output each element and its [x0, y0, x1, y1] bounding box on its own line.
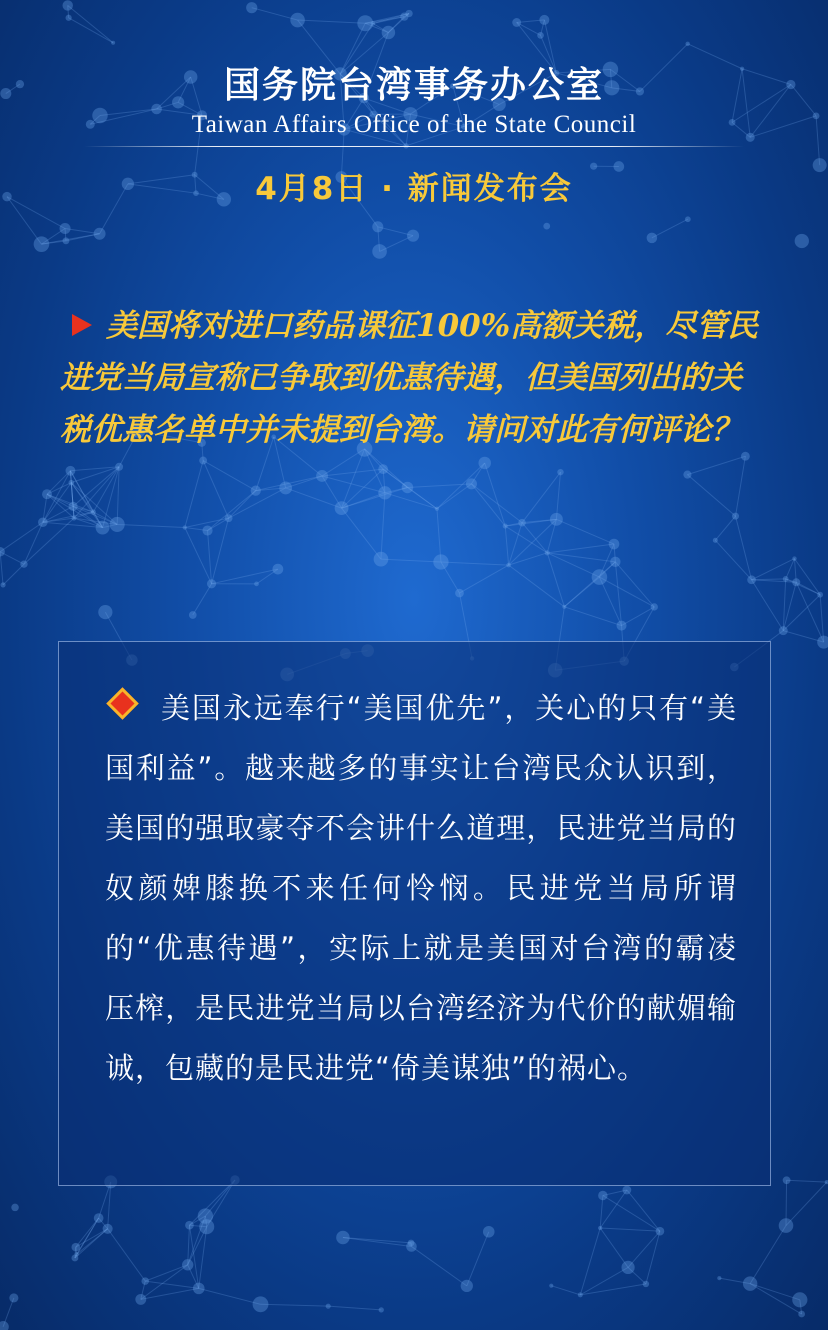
network-link — [68, 5, 113, 42]
network-link — [441, 562, 509, 565]
network-node — [549, 1284, 553, 1288]
network-node — [199, 1219, 214, 1234]
network-link — [193, 584, 212, 615]
network-link — [437, 509, 441, 562]
network-node — [0, 582, 5, 587]
network-link — [564, 562, 615, 607]
network-node — [382, 26, 396, 40]
network-link — [615, 562, 654, 607]
network-node — [60, 223, 71, 234]
network-link — [381, 493, 385, 559]
network-node — [685, 42, 689, 46]
answer-block — [105, 678, 737, 1098]
network-link — [547, 544, 614, 553]
network-link — [736, 516, 752, 580]
network-node — [279, 482, 292, 495]
network-node — [713, 538, 718, 543]
network-link — [750, 1226, 786, 1284]
network-link — [298, 20, 366, 23]
network-node — [643, 1281, 649, 1287]
answer-box — [58, 641, 771, 1186]
network-node — [251, 486, 261, 496]
network-link — [603, 1195, 660, 1231]
network-node — [98, 605, 112, 619]
network-link — [203, 461, 228, 519]
network-link — [77, 1229, 108, 1254]
network-node — [402, 482, 414, 494]
network-link — [471, 484, 505, 526]
network-link — [471, 484, 522, 523]
network-link — [750, 1284, 800, 1300]
network-node — [562, 605, 566, 609]
network-node — [372, 244, 387, 259]
network-link — [687, 456, 745, 474]
network-node — [207, 579, 216, 588]
network-node — [316, 470, 328, 482]
network-link — [141, 1288, 199, 1299]
network-node — [717, 1276, 721, 1280]
network-node — [94, 228, 106, 240]
network-node — [20, 561, 27, 568]
network-link — [342, 449, 365, 508]
network-link — [261, 1304, 329, 1306]
network-link — [407, 484, 471, 488]
network-link — [467, 1232, 489, 1286]
network-link — [328, 1306, 381, 1310]
network-node — [792, 578, 800, 586]
network-node — [141, 1277, 149, 1285]
network-node — [610, 557, 620, 567]
network-link — [199, 1227, 207, 1289]
network-link — [652, 219, 688, 238]
network-link — [229, 491, 256, 518]
network-link — [411, 1246, 466, 1285]
network-link — [108, 1229, 146, 1281]
network-node — [379, 1307, 384, 1312]
network-link — [600, 1195, 603, 1228]
red-triangle-icon — [72, 314, 92, 336]
network-link — [600, 1228, 660, 1231]
network-link — [385, 493, 437, 509]
network-link — [117, 467, 119, 525]
network-node — [290, 13, 305, 28]
network-node — [592, 569, 608, 585]
network-node — [779, 626, 788, 635]
network-link — [286, 488, 342, 508]
question-block — [60, 300, 772, 456]
network-node — [378, 464, 388, 474]
network-node — [683, 471, 691, 479]
network-node — [621, 1261, 634, 1274]
network-link — [0, 552, 3, 585]
network-node — [254, 581, 259, 586]
network-link — [145, 1265, 187, 1281]
network-node — [336, 1231, 349, 1244]
network-node — [433, 554, 448, 569]
network-link — [786, 559, 795, 579]
network-link — [69, 18, 114, 43]
network-link — [752, 580, 784, 631]
network-node — [557, 469, 563, 475]
network-node — [792, 556, 796, 560]
network-node — [72, 516, 77, 521]
network-node — [609, 539, 620, 550]
network-link — [627, 1190, 660, 1231]
network-node — [512, 18, 521, 27]
network-node — [622, 1186, 631, 1195]
network-node — [798, 1311, 805, 1318]
network-node — [792, 1292, 807, 1307]
network-node — [11, 1204, 19, 1212]
network-node — [503, 524, 508, 529]
network-node — [110, 517, 125, 532]
network-link — [381, 559, 441, 562]
network-link — [3, 564, 24, 585]
network-link — [509, 565, 565, 607]
network-node — [225, 514, 233, 522]
network-link — [73, 467, 119, 507]
network-node — [272, 564, 283, 575]
network-node — [435, 507, 439, 511]
network-link — [787, 1180, 827, 1182]
network-link — [556, 519, 614, 544]
network-link — [687, 475, 735, 517]
network-link — [600, 1228, 628, 1267]
network-node — [372, 221, 383, 232]
question-text: 美国将对进口药品课征100%高额关税，尽管民进党当局宣称已争取到优惠待遇，但美国列出的关税优惠名单中并未提到台湾。请问对此有何评论？ — [60, 308, 759, 448]
network-node — [111, 41, 115, 45]
network-node — [185, 1221, 194, 1230]
network-node — [783, 1176, 791, 1184]
network-node — [506, 563, 511, 568]
network-node — [647, 233, 658, 244]
network-node — [656, 1227, 665, 1236]
network-link — [76, 1229, 108, 1247]
network-node — [326, 1304, 331, 1309]
network-node — [193, 1283, 205, 1295]
network-link — [145, 1281, 199, 1288]
network-node — [115, 463, 123, 471]
network-node — [578, 1292, 583, 1297]
network-link — [208, 491, 256, 531]
network-node — [406, 1241, 417, 1252]
network-link — [715, 516, 735, 540]
network-link — [599, 577, 621, 626]
network-node — [539, 15, 549, 25]
network-node — [598, 1226, 602, 1230]
network-node — [407, 230, 419, 242]
network-node — [63, 237, 70, 244]
network-link — [556, 472, 560, 519]
network-link — [437, 484, 472, 509]
network-link — [786, 1182, 827, 1225]
network-link — [736, 456, 746, 516]
network-node — [246, 2, 257, 13]
network-link — [342, 469, 384, 508]
network-node — [63, 0, 73, 10]
network-node — [617, 621, 627, 631]
network-node — [66, 15, 72, 21]
network-node — [202, 525, 212, 535]
network-node — [335, 501, 349, 515]
network-node — [253, 1296, 269, 1312]
network-node — [38, 517, 48, 527]
network-node — [9, 1293, 18, 1302]
network-node — [483, 1226, 495, 1238]
network-link — [117, 524, 185, 527]
network-node — [543, 223, 550, 230]
network-node — [817, 636, 828, 649]
network-node — [135, 1294, 146, 1305]
network-node — [795, 234, 809, 248]
network-link — [76, 1218, 99, 1247]
org-title-en: Taiwan Affairs Office of the State Council — [191, 111, 637, 138]
network-node — [466, 478, 477, 489]
network-node — [42, 489, 52, 499]
network-link — [796, 582, 823, 642]
network-node — [378, 486, 391, 499]
network-node — [0, 1321, 9, 1330]
network-node — [732, 513, 739, 520]
network-node — [747, 575, 756, 584]
network-link — [505, 526, 508, 565]
network-link — [342, 508, 381, 559]
network-link — [188, 1225, 190, 1265]
network-node — [455, 589, 464, 598]
network-node — [743, 1276, 757, 1290]
network-node — [34, 236, 50, 252]
network-node — [779, 1218, 794, 1233]
network-node — [685, 216, 691, 222]
network-node — [783, 576, 789, 582]
network-link — [185, 461, 203, 528]
network-link — [615, 562, 621, 626]
network-node — [66, 466, 76, 476]
network-node — [478, 457, 491, 470]
network-link — [459, 565, 508, 593]
network-link — [564, 607, 621, 626]
network-link — [485, 463, 505, 526]
network-node — [91, 509, 96, 514]
network-link — [547, 553, 564, 607]
network-link — [212, 518, 229, 584]
network-link — [71, 483, 117, 525]
network-link — [203, 461, 256, 491]
network-link — [551, 1286, 580, 1295]
press-conference-date: 4月8日 · 新闻发布会 — [255, 171, 573, 207]
network-node — [69, 480, 75, 486]
network-link — [199, 1288, 261, 1304]
network-node — [183, 525, 187, 529]
header — [0, 62, 828, 209]
network-node — [96, 521, 110, 535]
network-node — [94, 1213, 104, 1223]
network-link — [752, 559, 795, 580]
network-node — [357, 15, 373, 31]
network-node — [461, 1280, 473, 1292]
red-diamond-icon — [106, 687, 139, 720]
network-link — [783, 595, 820, 631]
network-node — [545, 550, 550, 555]
network-node — [199, 457, 207, 465]
network-node — [518, 519, 526, 527]
network-node — [537, 32, 544, 39]
network-node — [74, 1252, 78, 1256]
org-title-cn: 国务院台湾事务办公室 — [223, 64, 604, 106]
network-node — [651, 603, 658, 610]
network-node — [400, 13, 408, 21]
network-node — [69, 502, 78, 511]
answer-text: 美国永远奉行“美国优先”，关心的只有“美国利益”。越来越多的事实让台湾民众认识到，美国的强取豪夺不会讲什么道理，民进党当局的奴颜婢膝换不来任何怜悯。民进党当局所谓的“优惠待遇”，实际上就是美国对台湾的霸凌压榨，是民进党当局以台湾经济为代价的献媚输诚，包藏的是民进党“倚美谋独”的祸心。 — [105, 691, 737, 1085]
network-node — [103, 1224, 113, 1234]
network-link — [599, 577, 654, 607]
network-node — [182, 1259, 193, 1270]
network-node — [598, 1191, 607, 1200]
network-node — [550, 513, 563, 526]
network-node — [817, 592, 823, 598]
network-link — [24, 518, 74, 564]
network-node — [374, 552, 389, 567]
network-node — [189, 611, 197, 619]
network-link — [752, 579, 786, 580]
network-node — [71, 1243, 80, 1252]
header-divider — [84, 146, 744, 147]
